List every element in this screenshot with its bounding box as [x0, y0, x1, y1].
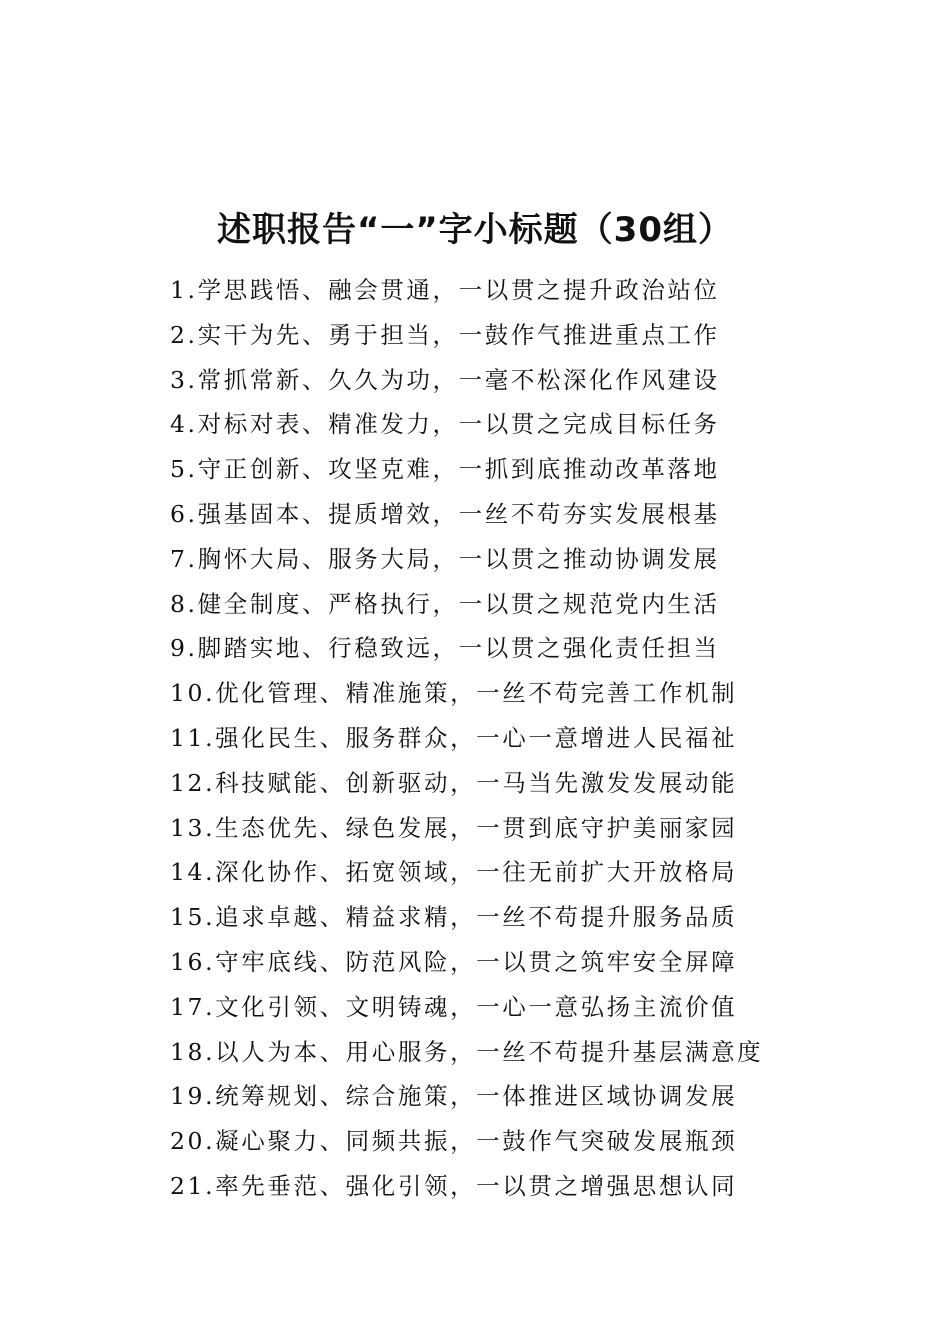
subtitle-list — [170, 268, 870, 1209]
list-item: 18.以人为本、用心服务，一丝不苟提升基层满意度 — [170, 1037, 764, 1066]
list-item: 5.守正创新、攻坚克难，一抓到底推动改革落地 — [170, 455, 720, 484]
list-item: 16.守牢底线、防范风险，一以贯之筑牢安全屏障 — [170, 947, 738, 976]
page-title: 述职报告“一”字小标题（30组） — [216, 210, 733, 250]
list-item: 6.强基固本、提质增效，一丝不苟夯实发展根基 — [170, 499, 720, 528]
list-item: 2.实干为先、勇于担当，一鼓作气推进重点工作 — [170, 320, 720, 349]
list-item: 7.胸怀大局、服务大局，一以贯之推动协调发展 — [170, 544, 720, 573]
list-item: 3.常抓常新、久久为功，一毫不松深化作风建设 — [170, 365, 720, 394]
list-item: 17.文化引领、文明铸魂，一心一意弘扬主流价值 — [170, 992, 738, 1021]
list-item: 15.追求卓越、精益求精，一丝不苟提升服务品质 — [170, 903, 738, 932]
list-item: 21.率先垂范、强化引领，一以贯之增强思想认同 — [170, 1171, 738, 1200]
list-item: 9.脚踏实地、行稳致远，一以贯之强化责任担当 — [170, 634, 720, 663]
list-item: 11.强化民生、服务群众，一心一意增进人民福祉 — [170, 723, 738, 752]
list-item: 10.优化管理、精准施策，一丝不苟完善工作机制 — [170, 679, 738, 708]
list-item: 12.科技赋能、创新驱动，一马当先激发发展动能 — [170, 768, 738, 797]
list-item: 14.深化协作、拓宽领域，一往无前扩大开放格局 — [170, 858, 738, 887]
list-item: 4.对标对表、精准发力，一以贯之完成目标任务 — [170, 410, 720, 439]
list-item: 8.健全制度、严格执行，一以贯之规范党内生活 — [170, 589, 720, 618]
list-item: 19.统筹规划、综合施策，一体推进区域协调发展 — [170, 1082, 738, 1111]
list-item: 1.学思践悟、融会贯通，一以贯之提升政治站位 — [170, 276, 720, 304]
list-item: 20.凝心聚力、同频共振，一鼓作气突破发展瓶颈 — [170, 1127, 738, 1156]
list-item: 13.生态优先、绿色发展，一贯到底守护美丽家园 — [170, 813, 738, 842]
